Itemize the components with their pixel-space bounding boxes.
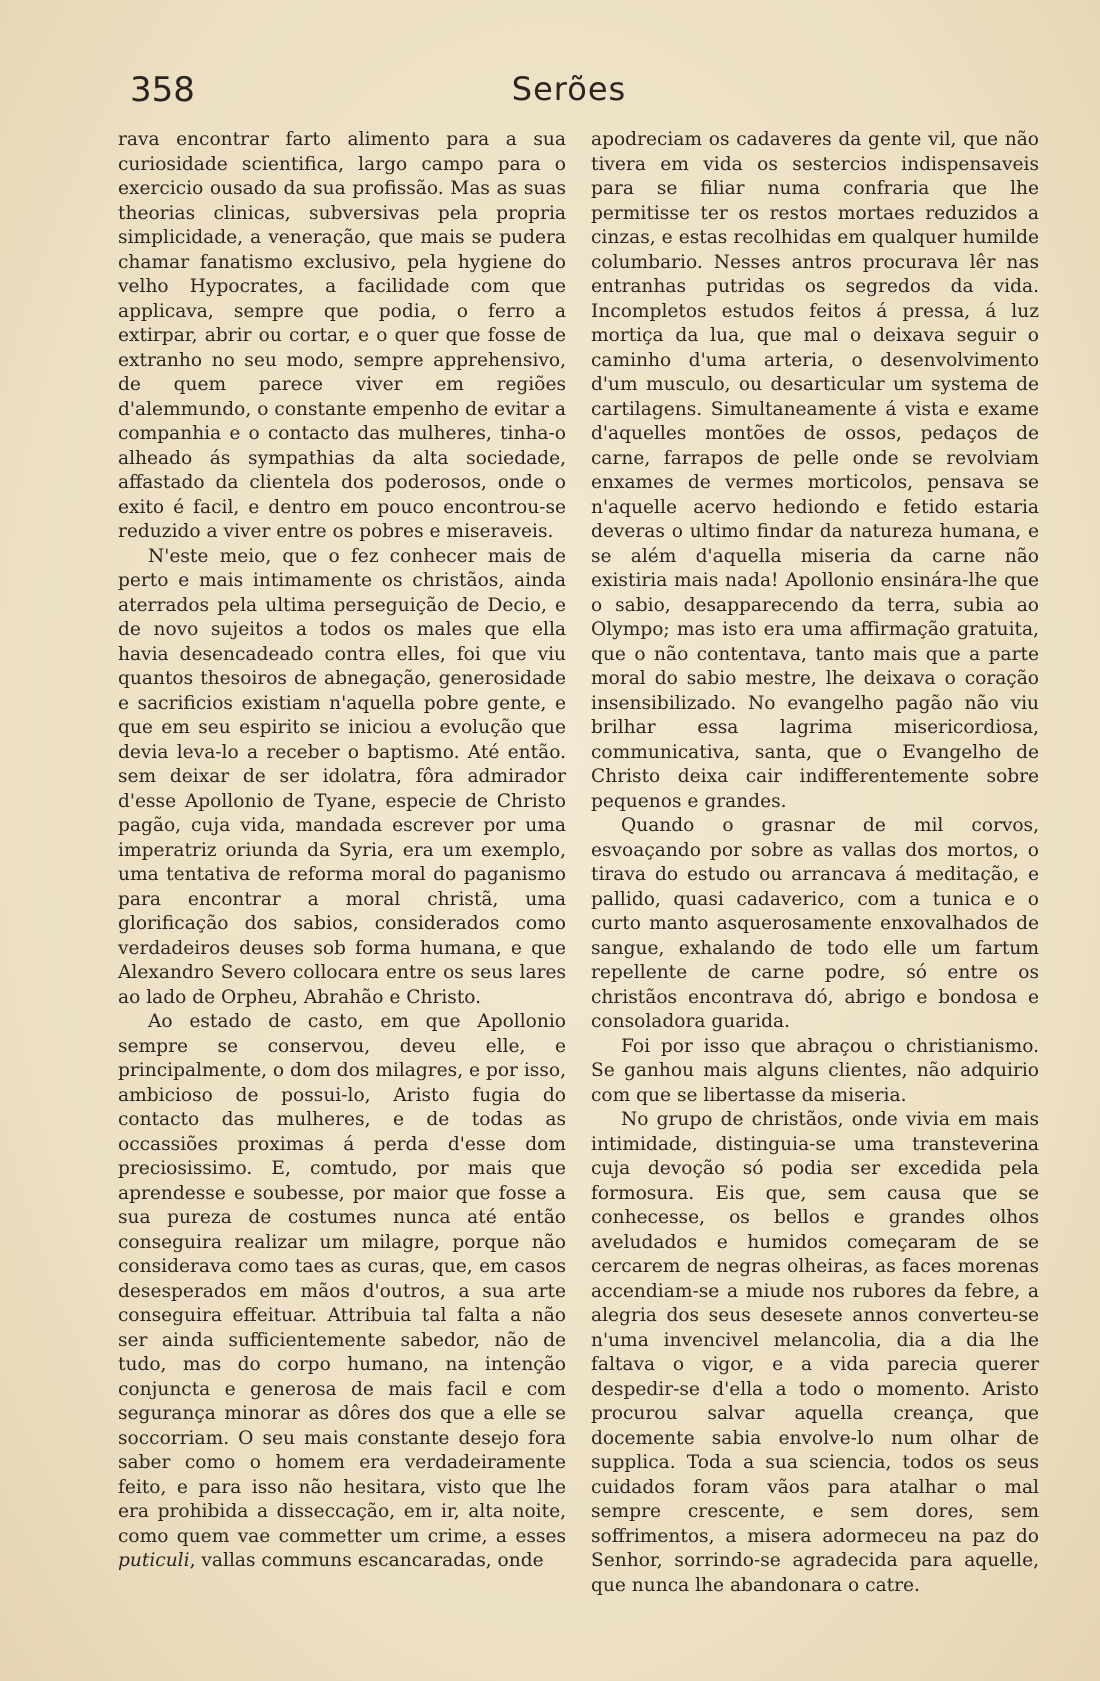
paragraph: Quando o grasnar de mil corvos, esvoaçando por sobre as vallas dos mortos, o tirava do estudo ou arrancava á meditação, e pallido, quasi cadaverico, com a tunica e o curto manto asquerosamente enxovalhados de sangue, exhalando de todo elle um fartum repellente de carne podre, só entre os christãos encontrava dó, abrigo e bondosa e consoladora guarida. — [591, 815, 1039, 1032]
paragraph — [118, 1010, 566, 1574]
left-column — [118, 128, 566, 1574]
italic-term: puticuli — [118, 1550, 190, 1571]
page-number: 358 — [130, 70, 195, 110]
paragraph-text: , vallas communs escancaradas, onde — [189, 1550, 544, 1571]
page-header — [118, 70, 1020, 120]
paragraph: rava encontrar farto alimento para a sua curiosidade scientifica, largo campo para o exercicio ousado da sua profissão. Mas as suas theorias clinicas, subversivas pela propria simplicidade, a veneração, que mais se pudera chamar fanatismo exclusivo, pela hygiene do velho Hypocrates, a facilidade com que applicava, sempre que podia, o ferro a extirpar, abrir ou cortar, e o quer que fosse de extranho no seu modo, sempre apprehensivo, de quem parece viver em regiões d'alemmundo, o constante empenho de evitar a companhia e o contacto das mulheres, tinha-o alheado ás sympathias da alta sociedade, affastado da clientela dos poderosos, onde o exito é facil, e dentro em pouco encontrou-se reduzido a viver entre os pobres e miseraveis. — [118, 129, 566, 542]
paragraph: N'este meio, que o fez conhecer mais de perto e mais intimamente os christãos, ainda aterrados pela ultima perseguição de Decio, e de novo sujeitos a todos os males que ella havia desencadeado contra elles, foi que viu quantos thesoiros de abnegação, generosidade e sacrificios existiam n'aquella pobre gente, e que em seu espirito se iniciou a evolução que devia leva-lo a receber o baptismo. Até então. sem deixar de ser idolatra, fôra admirador d'esse Apollonio de Tyane, especie de Christo pagão, cuja vida, mandada escrever por uma imperatriz oriunda da Syria, era um exemplo, uma tentativa de reforma moral do paganismo para encontrar a moral christã, uma glorificação dos sabios, considerados como verdadeiros deuses sob forma humana, e que Alexandro Severo collocara entre os seus lares ao lado de Orpheu, Abrahão e Christo. — [118, 545, 566, 1008]
paragraph: Foi por isso que abraçou o christianismo. Se ganhou mais alguns clientes, não adquirio com que se libertasse da miseria. — [591, 1035, 1039, 1106]
paragraph: No grupo de christãos, onde vivia em mais intimidade, distinguia-se uma transteverina cuja devoção só podia ser excedida pela formosura. Eis que, sem causa que se conhecesse, os bellos e grandes olhos aveludados e humidos começaram de se cercarem de negras olheiras, as faces morenas accendiam-se a miude nos rubores da febre, a alegria dos seus desesete annos converteu-se n'uma invencivel melancolia, dia a dia lhe faltava o vigor, e a vida parecia querer despedir-se d'ella a todo o momento. Aristo procurou salvar aquella creança, que docemente sabia envolve-lo num olhar de supplica. Toda a sua sciencia, todos os seus cuidados foram vãos para atalhar o mal sempre crescente, e sem dores, sem soffrimentos, a misera adormeceu na paz do Senhor, sorrindo-se agradecida para aquelle, que nunca lhe abandonara o catre. — [591, 1109, 1039, 1596]
paragraph: apodreciam os cadaveres da gente vil, que não tivera em vida os sestercios indispensaveis para se filiar numa confraria que lhe permitisse ter os restos mortaes reduzidos a cinzas, e estas recolhidas em qualquer humilde columbario. Nesses antros procurava lêr nas entranhas putridas os segredos da vida. Incompletos estudos feitos á pressa, á luz mortiça da lua, que mal o deixava seguir o caminho d'uma arteria, o desenvolvimento d'um musculo, ou desarticular um systema de cartilagens. Simultaneamente á vista e exame d'aquelles montões de ossos, pedaços de carne, farrapos de pelle onde se revolviam enxames de vermes morticolos, pensava se n'aquelle acervo hediondo e fetido estaria deveras o ultimo findar da natureza humana, e se além d'aquella miseria da carne não existiria mais nada! Apollonio ensinára-lhe que o sabio, desapparecendo da terra, subia ao Olympo; mas isto era uma affirmação gratuita, que o não contentava, tanto mais que a parte moral do sabio mestre, lhe deixava o coração insensibilizado. No evangelho pagão não viu brilhar essa lagrima misericordiosa, communicativa, santa, que o Evangelho de Christo deixa cair indifferentemente sobre pequenos e grandes. — [591, 129, 1039, 812]
running-title: Serões — [511, 70, 627, 108]
right-column — [591, 128, 1039, 1598]
paragraph-text: Ao estado de casto, em que Apollonio sempre se conservou, deveu elle, e principalmente, o dom dos milagres, e por isso, ambicioso de possui-lo, Aristo fugia do contacto das mulheres, e de todas as occassiões proximas á perda d'esse dom preciosissimo. E, comtudo, por mais que aprendesse e soubesse, por maior que fosse a sua pureza de costumes nunca até então conseguira realizar um milagre, porque não considerava como taes as curas, que, em casos desesperados em mãos d'outros, a sua arte conseguira effeituar. Attribuia tal falta a não ser ainda sufficientemente sabedor, não de tudo, mas do corpo humano, na intenção conjuncta e generosa de mais facil e com segurança minorar as dôres dos que a elle se soccorriam. O seu mais constante desejo fora saber como o homem era verdadeiramente feito, e para isso não hesitara, visto que lhe era prohibida a disseccação, em ir, alta noite, como quem vae commetter um crime, a esses — [118, 1011, 566, 1547]
